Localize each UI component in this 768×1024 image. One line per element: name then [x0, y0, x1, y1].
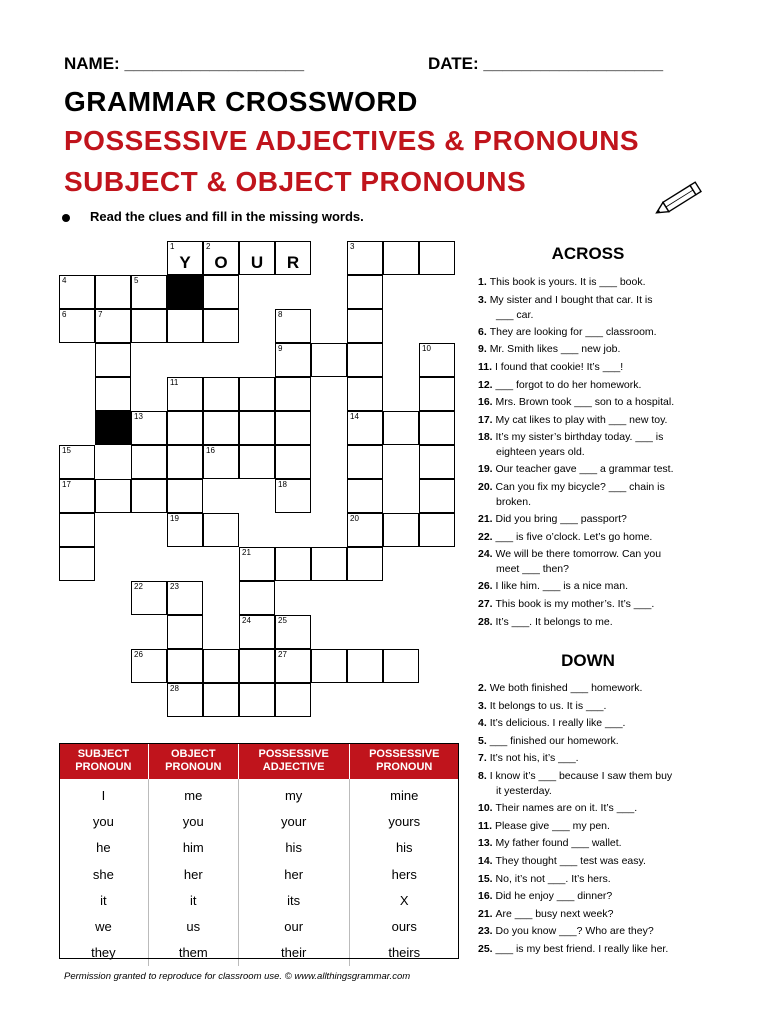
clue-item-text: This book is yours. It is ___ book.: [489, 276, 646, 288]
clue-item-text: Mrs. Brown took ___ son to a hospital.: [495, 396, 675, 409]
clue-item-text: Do you know ___? Who are they?: [495, 925, 654, 938]
crossword-cell[interactable]: [347, 649, 383, 683]
clue-item-text: My sister and I bought that car. It is: [489, 293, 653, 306]
table-cell: X: [349, 887, 459, 913]
crossword-cell[interactable]: [203, 241, 239, 275]
crossword-cell[interactable]: [347, 513, 383, 547]
clue-item: [478, 395, 718, 410]
clue-item: [478, 907, 718, 922]
table-row: [59, 940, 459, 966]
crossword-cell[interactable]: [383, 649, 419, 683]
clue-item-number: 24.: [478, 548, 496, 561]
clue-item-number: 27.: [478, 598, 496, 610]
clue-number: 12: [98, 412, 107, 421]
clue-number: 11: [170, 378, 179, 387]
clue-item: [478, 430, 718, 460]
clue-item-number: 2.: [478, 682, 490, 694]
crossword-cell[interactable]: [167, 581, 203, 615]
table-cell: his: [238, 835, 349, 861]
clue-number: 17: [62, 480, 71, 489]
pronoun-table: [59, 743, 459, 966]
pronoun-table-header: [59, 743, 459, 779]
clue-item-text: Mr. Smith likes ___ new job.: [489, 343, 621, 356]
clue-item: [478, 924, 718, 939]
clue-number: 16: [206, 446, 215, 455]
clue-item: [478, 462, 718, 477]
header-object-pronoun: OBJECT PRONOUN: [148, 743, 238, 779]
clue-item-number: 9.: [478, 343, 490, 356]
crossword-cell[interactable]: [275, 445, 311, 479]
clue-item-number: 17.: [478, 413, 496, 426]
crossword-cell[interactable]: [203, 683, 239, 717]
clue-item-text: ___ finished our homework.: [489, 734, 619, 747]
clue-number: 21: [242, 548, 251, 557]
clue-item: [478, 293, 718, 323]
table-row: [59, 835, 459, 861]
clue-item: [478, 547, 718, 577]
clue-item-text: This book is my mother’s. It’s ___.: [495, 598, 655, 610]
table-cell: her: [238, 861, 349, 887]
clue-item: [478, 872, 718, 887]
clue-number: 1: [170, 242, 175, 251]
crossword-black-cell: [95, 411, 131, 445]
subtitle-possessive: POSSESSIVE ADJECTIVES & PRONOUNS: [64, 125, 640, 156]
table-cell: them: [148, 940, 238, 966]
clue-number: 10: [422, 344, 431, 353]
clue-item-number: 11.: [478, 360, 495, 373]
clue-item-text: I know it’s ___ because I saw them buy: [489, 770, 673, 782]
crossword-cell[interactable]: [95, 275, 131, 309]
crossword-cell[interactable]: [419, 479, 455, 513]
crossword-cell[interactable]: [167, 309, 203, 343]
table-cell: it: [148, 887, 238, 913]
clue-item-number: 19.: [478, 463, 496, 476]
table-cell: me: [148, 779, 238, 808]
clue-item-continuation: broken.: [496, 496, 532, 508]
clue-item-text: Their names are on it. It’s ___.: [495, 802, 638, 815]
crossword-cell[interactable]: [419, 343, 455, 377]
table-cell: you: [92, 813, 114, 829]
clue-number: 18: [278, 480, 287, 489]
crossword-cell[interactable]: [419, 241, 455, 275]
table-cell: him: [148, 835, 238, 861]
page-title: GRAMMAR CROSSWORD: [64, 86, 418, 117]
crossword-cell[interactable]: [203, 445, 239, 479]
clue-item: [478, 360, 718, 375]
table-cell: his: [349, 835, 459, 861]
filled-letter: Y: [179, 253, 191, 272]
crossword-cell[interactable]: [419, 445, 455, 479]
clue-item-text: My cat likes to play with ___ new toy.: [495, 413, 668, 426]
crossword-cell[interactable]: [239, 241, 275, 275]
crossword-cell[interactable]: [239, 377, 275, 411]
clue-item: [478, 512, 718, 527]
clue-item-number: 16.: [478, 890, 496, 903]
crossword-cell[interactable]: [59, 513, 95, 547]
clue-item-number: 28.: [478, 615, 496, 628]
crossword-cell[interactable]: [131, 445, 167, 479]
crossword-cell[interactable]: [167, 445, 203, 479]
crossword-cell[interactable]: [131, 649, 167, 683]
clue-item-text: I like him. ___ is a nice man.: [495, 580, 628, 593]
table-cell: theirs: [349, 940, 459, 966]
clue-number: 22: [134, 582, 143, 591]
crossword-cell[interactable]: [347, 241, 383, 275]
clue-item: [478, 681, 718, 696]
crossword-cell[interactable]: [383, 513, 419, 547]
table-cell: she: [92, 866, 114, 882]
crossword-cell[interactable]: [383, 411, 419, 445]
crossword-cell[interactable]: [239, 649, 275, 683]
table-cell: it: [100, 892, 107, 908]
clue-number: 6: [62, 310, 67, 319]
crossword-cell[interactable]: [95, 479, 131, 513]
crossword-cell[interactable]: [275, 241, 311, 275]
clue-item-text: My father found ___ wallet.: [495, 837, 622, 850]
filled-letter: O: [214, 253, 228, 272]
footer-permission: Permission granted to reproduce for classroom use. © www.allthingsgrammar.com: [64, 971, 411, 982]
clue-item: [478, 413, 718, 428]
crossword-cell[interactable]: [347, 411, 383, 445]
table-cell: I: [101, 787, 106, 803]
table-cell: ours: [349, 913, 459, 939]
clue-item-number: 3.: [478, 293, 490, 306]
crossword-cell[interactable]: [167, 479, 203, 513]
clue-item-text: It’s my sister’s birthday today. ___ is: [495, 431, 664, 444]
table-row: [59, 913, 459, 939]
crossword-cell[interactable]: [59, 309, 95, 343]
table-cell: her: [148, 861, 238, 887]
crossword-cell[interactable]: [419, 513, 455, 547]
crossword-cell[interactable]: [239, 445, 275, 479]
clue-item-text: ___ forgot to do her homework.: [495, 378, 642, 391]
crossword-cell[interactable]: [419, 377, 455, 411]
crossword-cell[interactable]: [275, 615, 311, 649]
crossword-cell[interactable]: [167, 241, 203, 275]
crossword-cell[interactable]: [311, 343, 347, 377]
header-possessive-adjective: POSSESSIVE ADJECTIVE: [238, 743, 349, 779]
clue-item: [478, 734, 718, 749]
clue-item-text: Our teacher gave ___ a grammar test.: [495, 463, 674, 476]
crossword-cell[interactable]: [131, 411, 167, 445]
crossword-cell[interactable]: [275, 683, 311, 717]
clue-item: [478, 579, 718, 594]
crossword-cell[interactable]: [347, 309, 383, 343]
clue-item: [478, 769, 718, 799]
table-cell: mine: [349, 779, 459, 808]
clue-number: 23: [170, 582, 179, 591]
crossword-cell[interactable]: [131, 581, 167, 615]
across-heading: ACROSS: [551, 244, 625, 263]
clue-number: 7: [98, 310, 103, 319]
date-field-label: DATE: ___________________: [428, 54, 664, 73]
crossword-cell[interactable]: [239, 547, 275, 581]
crossword-cell[interactable]: [131, 275, 167, 309]
clue-item-continuation: eighteen years old.: [496, 446, 585, 459]
clue-item: [478, 615, 718, 630]
clue-item-number: 22.: [478, 530, 496, 543]
crossword-black-cell: [167, 275, 203, 309]
clue-item-text: We both finished ___ homework.: [489, 682, 643, 694]
filled-letter: U: [250, 253, 264, 272]
clue-item-number: 21.: [478, 907, 496, 920]
clue-item-text: ___ is my best friend. I really like her.: [495, 942, 669, 955]
table-cell: your: [238, 808, 349, 834]
table-row: [59, 861, 459, 887]
name-field-label: NAME: ___________________: [64, 54, 305, 73]
header-subject-pronoun: SUBJECT PRONOUN: [59, 743, 148, 779]
clue-number: 14: [350, 412, 359, 421]
crossword-cell[interactable]: [203, 649, 239, 683]
clue-item-text: Are ___ busy next week?: [495, 907, 614, 920]
crossword-cell[interactable]: [275, 411, 311, 445]
crossword-cell[interactable]: [275, 547, 311, 581]
table-cell: its: [238, 887, 349, 913]
clue-item: [478, 275, 718, 290]
table-cell: they: [91, 945, 116, 961]
clue-item-number: 16.: [478, 396, 496, 409]
table-cell: their: [238, 940, 349, 966]
clue-item-text: It belongs to us. It is ___.: [489, 699, 607, 712]
crossword-cell[interactable]: [167, 649, 203, 683]
clue-item-number: 10.: [478, 802, 496, 815]
clue-item-number: 4.: [478, 717, 490, 730]
clue-item-text: Did he enjoy ___ dinner?: [495, 890, 613, 903]
clue-item-number: 5.: [478, 734, 490, 747]
clue-item-text: It’s delicious. I really like ___.: [489, 717, 626, 730]
clue-number: 20: [350, 514, 359, 523]
crossword-cell[interactable]: [59, 547, 95, 581]
clue-item-continuation: it yesterday.: [496, 785, 552, 797]
table-cell: we: [95, 919, 112, 935]
clue-number: 9: [278, 344, 283, 353]
clue-item: [478, 530, 718, 545]
clue-item-number: 18.: [478, 431, 496, 444]
clue-item-number: 6.: [478, 325, 490, 338]
crossword-cell[interactable]: [275, 479, 311, 513]
filled-letter: R: [286, 253, 300, 272]
crossword-cell[interactable]: [275, 377, 311, 411]
clue-item-number: 20.: [478, 481, 496, 493]
clue-number: 26: [134, 650, 143, 659]
table-row: [59, 808, 459, 834]
clue-number: 24: [242, 616, 251, 625]
clue-item-number: 26.: [478, 580, 496, 593]
crossword-cell[interactable]: [239, 683, 275, 717]
clue-item: [478, 836, 718, 851]
clue-item-number: 23.: [478, 925, 496, 938]
clue-number: 25: [278, 616, 287, 625]
clue-item: [478, 854, 718, 869]
table-cell: he: [96, 840, 111, 856]
crossword-cell[interactable]: [347, 547, 383, 581]
clue-item-number: 15.: [478, 872, 496, 885]
clue-item-number: 12.: [478, 378, 496, 391]
table-cell: you: [148, 808, 238, 834]
table-cell: our: [238, 913, 349, 939]
crossword-cell[interactable]: [275, 343, 311, 377]
clue-item: [478, 801, 718, 816]
clue-number: 15: [62, 446, 71, 455]
clue-item: [478, 889, 718, 904]
clue-item-text: ___ is five o’clock. Let’s go home.: [495, 530, 653, 543]
crossword-cell[interactable]: [203, 275, 239, 309]
crossword-cell[interactable]: [167, 411, 203, 445]
crossword-cell[interactable]: [347, 275, 383, 309]
crossword-cell[interactable]: [239, 615, 275, 649]
crossword-cell[interactable]: [347, 479, 383, 513]
crossword-cell[interactable]: [203, 411, 239, 445]
instruction: Read the clues and fill in the missing words.: [62, 209, 364, 224]
clue-item: [478, 716, 718, 731]
clue-number: 8: [278, 310, 283, 319]
crossword-cell[interactable]: [95, 309, 131, 343]
crossword-cell[interactable]: [167, 513, 203, 547]
clue-item: [478, 378, 718, 393]
crossword-cell[interactable]: [383, 241, 419, 275]
clue-number: 27: [278, 650, 287, 659]
crossword-cell[interactable]: [347, 343, 383, 377]
clue-item: [478, 597, 718, 612]
crossword-cell[interactable]: [203, 513, 239, 547]
clue-item-number: 3.: [478, 699, 490, 712]
clue-item-text: It’s not his, it’s ___.: [489, 752, 579, 765]
crossword-cell[interactable]: [239, 411, 275, 445]
crossword-cell[interactable]: [419, 411, 455, 445]
clue-number: 19: [170, 514, 179, 523]
crossword-cell[interactable]: [95, 343, 131, 377]
crossword-cell[interactable]: [167, 377, 203, 411]
table-cell: hers: [349, 861, 459, 887]
clue-number: 13: [134, 412, 143, 421]
header-possessive-pronoun: POSSESSIVE PRONOUN: [349, 743, 459, 779]
clue-number: 28: [170, 684, 179, 693]
clue-item-continuation: ___ car.: [496, 308, 534, 321]
clue-item-text: We will be there tomorrow. Can you: [495, 548, 662, 561]
clue-item-number: 13.: [478, 837, 496, 850]
crossword-cell[interactable]: [347, 445, 383, 479]
clue-item-text: I found that cookie! It’s ___!: [494, 360, 624, 373]
crossword-cell[interactable]: [131, 479, 167, 513]
clue-item: [478, 819, 718, 834]
clue-item-number: 21.: [478, 513, 496, 526]
crossword-cell[interactable]: [203, 309, 239, 343]
crossword-cell[interactable]: [311, 547, 347, 581]
crossword-cell[interactable]: [59, 445, 95, 479]
clue-item-text: Please give ___ my pen.: [494, 819, 610, 832]
clue-item-number: 14.: [478, 854, 496, 867]
clue-item: [478, 325, 718, 340]
clue-number: 4: [62, 276, 67, 285]
down-heading: DOWN: [561, 651, 615, 670]
clue-number: 5: [134, 276, 139, 285]
table-cell: my: [238, 779, 349, 808]
crossword-cell[interactable]: [275, 649, 311, 683]
clue-item-number: 1.: [478, 276, 490, 288]
clue-item-number: 8.: [478, 770, 490, 782]
clue-item-number: 7.: [478, 752, 490, 765]
clue-item: [478, 480, 718, 510]
crossword-cell[interactable]: [167, 615, 203, 649]
crossword-cell[interactable]: [131, 309, 167, 343]
subtitle-pronouns: SUBJECT & OBJECT PRONOUNS: [64, 166, 527, 197]
crossword-cell[interactable]: [311, 649, 347, 683]
table-cell: us: [148, 913, 238, 939]
crossword-cell[interactable]: [347, 377, 383, 411]
crossword-cell[interactable]: [59, 275, 95, 309]
clue-number: 3: [350, 242, 355, 251]
clue-item: [478, 942, 718, 957]
crossword-cell[interactable]: [275, 309, 311, 343]
crossword-cell[interactable]: [203, 377, 239, 411]
clue-item: [478, 751, 718, 766]
table-cell: yours: [349, 808, 459, 834]
clue-item-text: They thought ___ test was easy.: [495, 854, 646, 867]
clue-item: [478, 699, 718, 714]
crossword-cell[interactable]: [95, 377, 131, 411]
crossword-cell[interactable]: [239, 581, 275, 615]
table-row: [59, 887, 459, 913]
clue-item-text: It’s ___. It belongs to me.: [495, 615, 613, 628]
clue-number: 2: [206, 242, 211, 251]
crossword-cell[interactable]: [167, 683, 203, 717]
clue-item-number: 11.: [478, 819, 495, 832]
clue-item-text: No, it’s not ___. It’s hers.: [495, 872, 611, 885]
clue-item: [478, 342, 718, 357]
crossword-cell[interactable]: [59, 479, 95, 513]
clue-item-text: They are looking for ___ classroom.: [489, 325, 657, 338]
clue-item-continuation: meet ___ then?: [496, 563, 569, 576]
table-row: [59, 779, 459, 808]
clue-item-text: Can you fix my bicycle? ___ chain is: [495, 481, 665, 493]
clue-item-number: 25.: [478, 942, 496, 955]
clue-item-text: Did you bring ___ passport?: [495, 513, 627, 526]
